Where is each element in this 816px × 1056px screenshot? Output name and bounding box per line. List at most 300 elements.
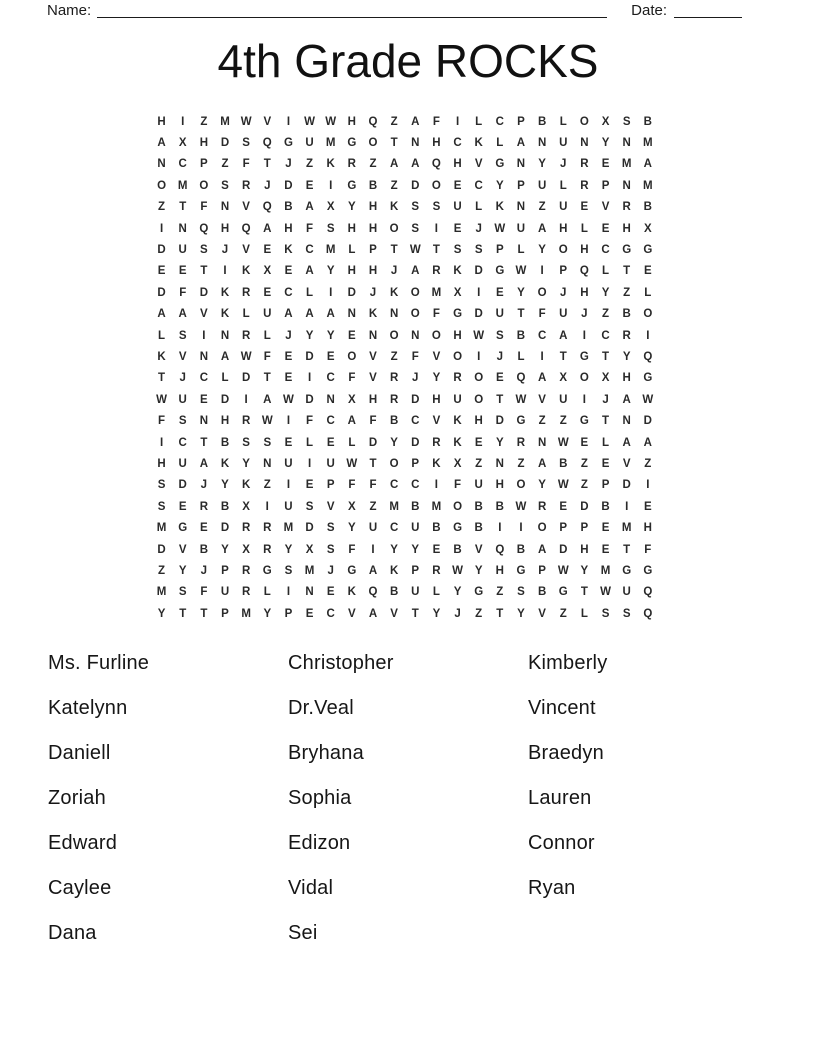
grid-letter: L xyxy=(432,586,440,599)
grid-letter: H xyxy=(220,222,230,235)
grid-letter: B xyxy=(220,436,230,449)
grid-letter: T xyxy=(200,265,208,278)
word-list-item: Bryhana xyxy=(288,742,364,764)
grid-letter: H xyxy=(495,479,504,492)
grid-letter: S xyxy=(622,607,631,620)
grid-letter: Q xyxy=(643,586,653,599)
grid-letter: T xyxy=(263,372,271,385)
grid-letter: V xyxy=(369,372,377,385)
grid-letter: L xyxy=(580,222,588,235)
grid-letter: L xyxy=(644,286,652,299)
grid-letter: Q xyxy=(516,372,526,385)
grid-letter: T xyxy=(559,350,567,363)
grid-letter: W xyxy=(409,244,421,257)
grid-letter: V xyxy=(474,158,483,171)
grid-letter: Y xyxy=(221,543,229,556)
grid-letter: E xyxy=(305,179,314,192)
grid-letter: O xyxy=(516,479,526,492)
grid-letter: H xyxy=(368,265,378,278)
grid-letter: H xyxy=(157,457,166,470)
grid-letter: T xyxy=(263,158,271,171)
grid-letter: N xyxy=(495,457,504,470)
grid-letter: B xyxy=(643,201,652,214)
grid-letter: S xyxy=(305,500,314,513)
grid-letter: W xyxy=(557,479,569,492)
grid-letter: Y xyxy=(601,137,610,150)
grid-letter: U xyxy=(516,222,526,235)
grid-letter: A xyxy=(178,308,187,321)
word-list-column xyxy=(288,641,528,956)
word-list-item: Edward xyxy=(48,832,118,854)
grid-letter: R xyxy=(241,329,251,342)
grid-letter: Z xyxy=(369,158,377,171)
grid-letter: K xyxy=(432,457,441,470)
grid-letter: P xyxy=(200,158,208,171)
grid-letter: L xyxy=(475,115,483,128)
grid-letter: D xyxy=(347,286,356,299)
grid-letter: T xyxy=(623,543,631,556)
grid-letter: B xyxy=(537,586,547,599)
grid-letter: D xyxy=(474,265,483,278)
grid-letter: R xyxy=(241,286,251,299)
grid-letter: U xyxy=(411,586,420,599)
grid-letter: V xyxy=(242,201,250,214)
grid-letter: Z xyxy=(306,158,314,171)
grid-letter: Y xyxy=(538,244,546,257)
word-list xyxy=(48,641,778,956)
grid-letter: I xyxy=(455,115,460,128)
grid-letter: A xyxy=(157,308,166,321)
grid-letter: A xyxy=(537,372,547,385)
grid-letter: Y xyxy=(517,607,525,620)
grid-letter: R xyxy=(241,586,251,599)
grid-letter: D xyxy=(622,479,631,492)
grid-letter: I xyxy=(159,436,164,449)
word-list-item: Vidal xyxy=(288,877,334,899)
grid-letter: V xyxy=(178,543,187,556)
grid-letter: O xyxy=(453,500,463,513)
word-list-item: Kimberly xyxy=(528,652,608,674)
grid-letter: B xyxy=(537,115,547,128)
grid-letter: A xyxy=(263,222,272,235)
grid-letter: E xyxy=(305,607,314,620)
grid-letter: Y xyxy=(453,586,462,599)
grid-letter: T xyxy=(432,244,440,257)
grid-letter: T xyxy=(179,201,187,214)
grid-letter: R xyxy=(432,436,441,449)
grid-letter: W xyxy=(557,436,569,449)
grid-letter: J xyxy=(454,607,461,620)
grid-letter: J xyxy=(264,179,271,192)
grid-letter: S xyxy=(495,329,504,342)
grid-letter: O xyxy=(157,179,167,192)
grid-letter: H xyxy=(220,415,230,428)
grid-letter: Y xyxy=(432,372,441,385)
grid-letter: E xyxy=(643,265,652,278)
grid-letter: V xyxy=(200,308,208,321)
grid-letter: J xyxy=(327,564,334,577)
grid-letter: M xyxy=(177,179,188,192)
grid-letter: E xyxy=(643,500,652,513)
grid-letter: V xyxy=(538,607,546,620)
grid-letter: J xyxy=(581,308,588,321)
grid-letter: U xyxy=(537,179,547,192)
grid-letter: T xyxy=(580,586,588,599)
grid-letter: Z xyxy=(580,479,588,492)
grid-letter: S xyxy=(157,500,166,513)
grid-letter: W xyxy=(642,393,654,406)
grid-letter: O xyxy=(537,286,547,299)
grid-letter: E xyxy=(432,543,441,556)
grid-letter: I xyxy=(181,115,185,128)
grid-letter: W xyxy=(282,393,294,406)
grid-letter: Q xyxy=(579,265,589,278)
grid-letter: O xyxy=(410,308,420,321)
date-label: Date: xyxy=(631,2,667,19)
grid-letter: Y xyxy=(495,436,504,449)
word-list-item: Ryan xyxy=(528,877,576,899)
grid-letter: Y xyxy=(390,436,398,449)
grid-letter: I xyxy=(159,222,164,235)
word-list-item: Daniell xyxy=(48,742,111,764)
grid-letter: D xyxy=(157,286,166,299)
grid-letter: Z xyxy=(390,350,398,363)
grid-letter: T xyxy=(390,137,398,150)
grid-letter: I xyxy=(498,522,502,535)
grid-letter: R xyxy=(263,522,272,535)
grid-letter: P xyxy=(559,265,568,278)
grid-letter: E xyxy=(178,500,187,513)
grid-letter: R xyxy=(537,500,547,513)
grid-letter: C xyxy=(411,415,420,428)
grid-letter: P xyxy=(221,564,229,577)
grid-letter: W xyxy=(557,564,569,577)
grid-letter: V xyxy=(263,115,272,128)
grid-letter: N xyxy=(305,586,314,599)
grid-letter: I xyxy=(540,265,544,278)
grid-letter: G xyxy=(453,308,463,321)
grid-letter: Z xyxy=(390,179,398,192)
grid-letter: H xyxy=(347,265,356,278)
grid-letter: H xyxy=(368,222,378,235)
grid-letter: W xyxy=(156,393,167,406)
grid-letter: G xyxy=(579,350,589,363)
grid-letter: W xyxy=(515,393,527,406)
grid-letter: L xyxy=(580,607,588,620)
grid-letter: X xyxy=(263,265,272,278)
grid-letter: M xyxy=(241,607,251,620)
grid-letter: I xyxy=(265,500,269,513)
grid-letter: Y xyxy=(221,479,229,492)
grid-letter: R xyxy=(622,329,631,342)
grid-letter: Q xyxy=(262,137,272,150)
grid-letter: N xyxy=(220,329,230,342)
grid-letter: R xyxy=(199,500,208,513)
grid-letter: I xyxy=(329,179,333,192)
grid-letter: M xyxy=(156,522,167,535)
grid-letter: M xyxy=(431,500,442,513)
grid-letter: H xyxy=(453,158,462,171)
grid-letter: F xyxy=(348,543,356,556)
grid-letter: Q xyxy=(262,201,272,214)
grid-letter: F xyxy=(200,586,208,599)
grid-letter: M xyxy=(325,137,336,150)
grid-letter: C xyxy=(326,607,335,620)
grid-letter: V xyxy=(432,415,441,428)
grid-letter: E xyxy=(495,286,504,299)
grid-letter: Q xyxy=(241,222,251,235)
grid-letter: M xyxy=(643,137,653,150)
grid-letter: F xyxy=(644,543,652,556)
grid-letter: C xyxy=(199,372,208,385)
grid-letter: G xyxy=(579,415,589,428)
grid-letter: D xyxy=(559,543,568,556)
grid-letter: C xyxy=(495,115,504,128)
grid-letter: Z xyxy=(263,479,271,492)
grid-letter: X xyxy=(242,543,250,556)
grid-letter: Y xyxy=(326,329,335,342)
grid-letter: V xyxy=(538,393,546,406)
grid-letter: S xyxy=(284,564,293,577)
grid-letter: V xyxy=(474,543,483,556)
grid-letter: Z xyxy=(158,564,166,577)
grid-letter: Y xyxy=(326,265,335,278)
grid-letter: L xyxy=(306,286,314,299)
grid-letter: L xyxy=(602,265,610,278)
word-list-column xyxy=(48,641,288,956)
grid-letter: B xyxy=(368,179,378,192)
grid-letter: X xyxy=(453,457,462,470)
grid-letter: M xyxy=(600,564,611,577)
grid-letter: I xyxy=(371,543,375,556)
grid-letter: B xyxy=(495,500,504,513)
grid-letter: I xyxy=(582,329,586,342)
grid-letter: P xyxy=(580,522,589,535)
grid-letter: H xyxy=(495,564,504,577)
grid-letter: I xyxy=(646,479,650,492)
grid-letter: H xyxy=(580,543,589,556)
grid-letter: V xyxy=(432,350,441,363)
grid-letter: A xyxy=(305,201,314,214)
word-list-item: Caylee xyxy=(48,877,112,899)
grid-letter: X xyxy=(348,500,356,513)
grid-letter: J xyxy=(560,286,567,299)
grid-letter: T xyxy=(602,415,610,428)
grid-letter: W xyxy=(515,500,527,513)
grid-letter: Y xyxy=(538,158,546,171)
grid-letter: C xyxy=(305,244,314,257)
grid-letter: Y xyxy=(284,543,293,556)
grid-letter: P xyxy=(517,115,525,128)
grid-letter: Y xyxy=(432,607,441,620)
grid-letter: Z xyxy=(158,201,166,214)
grid-letter: K xyxy=(220,308,230,321)
grid-letter: C xyxy=(601,329,610,342)
grid-letter: V xyxy=(326,500,335,513)
grid-letter: Z xyxy=(559,607,567,620)
grid-letter: F xyxy=(369,415,377,428)
grid-letter: E xyxy=(263,286,272,299)
grid-letter: A xyxy=(368,607,378,620)
grid-letter: O xyxy=(537,522,547,535)
grid-letter: M xyxy=(156,586,167,599)
page-title: 4th Grade ROCKS xyxy=(217,35,599,87)
grid-letter: D xyxy=(241,372,251,385)
grid-letter: K xyxy=(389,201,399,214)
grid-letter: I xyxy=(329,286,333,299)
grid-letter: H xyxy=(580,286,589,299)
grid-letter: J xyxy=(369,286,377,299)
grid-letter: S xyxy=(411,201,420,214)
grid-letter: A xyxy=(305,265,314,278)
grid-letter: G xyxy=(495,158,505,171)
grid-letter: A xyxy=(263,393,272,406)
grid-letter: S xyxy=(157,479,166,492)
grid-letter: Z xyxy=(559,415,567,428)
grid-letter: M xyxy=(389,500,399,513)
grid-letter: T xyxy=(390,244,398,257)
word-list-item: Dana xyxy=(48,922,97,944)
grid-letter: H xyxy=(347,115,356,128)
grid-letter: R xyxy=(453,372,462,385)
grid-letter: L xyxy=(348,436,356,449)
grid-letter: H xyxy=(580,244,589,257)
grid-letter: P xyxy=(495,244,504,257)
grid-letter: E xyxy=(200,393,208,406)
grid-letter: D xyxy=(305,522,314,535)
grid-letter: W xyxy=(515,265,527,278)
grid-letter: D xyxy=(178,479,187,492)
grid-letter: Z xyxy=(475,457,483,470)
grid-letter: C xyxy=(453,137,462,150)
grid-letter: O xyxy=(347,350,357,363)
grid-letter: G xyxy=(516,415,526,428)
grid-letter: W xyxy=(473,329,485,342)
grid-letter: S xyxy=(221,179,229,192)
grid-letter: I xyxy=(625,500,629,513)
grid-letter: L xyxy=(263,329,271,342)
word-list-item: Ms. Furline xyxy=(48,652,150,674)
grid-letter: H xyxy=(368,201,378,214)
grid-letter: T xyxy=(369,457,377,470)
grid-letter: W xyxy=(261,415,273,428)
grid-letter: J xyxy=(200,479,208,492)
grid-letter: N xyxy=(199,350,208,363)
grid-letter: C xyxy=(284,286,293,299)
grid-letter: F xyxy=(432,115,440,128)
grid-letter: K xyxy=(453,265,462,278)
grid-letter: E xyxy=(348,329,356,342)
grid-letter: X xyxy=(242,500,250,513)
grid-letter: E xyxy=(305,479,314,492)
grid-letter: L xyxy=(348,244,356,257)
grid-letter: C xyxy=(411,479,420,492)
grid-letter: L xyxy=(475,201,483,214)
grid-letter: P xyxy=(411,564,420,577)
grid-letter: X xyxy=(559,372,568,385)
grid-letter: G xyxy=(347,137,357,150)
grid-letter: H xyxy=(368,393,378,406)
grid-letter: I xyxy=(477,286,481,299)
grid-letter: T xyxy=(517,308,525,321)
grid-letter: T xyxy=(496,607,504,620)
word-list-item: Edizon xyxy=(288,832,351,854)
grid-letter: A xyxy=(284,308,293,321)
grid-letter: E xyxy=(601,222,610,235)
grid-letter: R xyxy=(241,415,251,428)
grid-letter: F xyxy=(432,308,440,321)
grid-letter: L xyxy=(559,115,567,128)
grid-letter: L xyxy=(158,329,166,342)
grid-letter: O xyxy=(579,372,589,385)
grid-letter: X xyxy=(453,286,462,299)
grid-letter: D xyxy=(157,543,166,556)
grid-letter: S xyxy=(178,415,187,428)
grid-letter: S xyxy=(263,436,272,449)
grid-letter: D xyxy=(199,286,208,299)
grid-letter: K xyxy=(474,137,483,150)
grid-letter: A xyxy=(220,350,230,363)
grid-letter: Y xyxy=(411,543,420,556)
grid-letter: E xyxy=(601,457,610,470)
grid-letter: K xyxy=(389,286,399,299)
grid-letter: B xyxy=(474,500,483,513)
grid-letter: U xyxy=(178,244,187,257)
grid-letter: Q xyxy=(199,222,209,235)
grid-letter: W xyxy=(452,564,463,577)
grid-letter: C xyxy=(389,522,399,535)
grid-letter: E xyxy=(474,436,483,449)
grid-letter: V xyxy=(178,350,187,363)
grid-letter: B xyxy=(559,457,568,470)
grid-letter: O xyxy=(558,244,568,257)
grid-letter: D xyxy=(157,244,166,257)
grid-letter: B xyxy=(516,543,526,556)
grid-letter: M xyxy=(621,158,632,171)
grid-letter: F xyxy=(369,479,377,492)
grid-letter: X xyxy=(326,201,335,214)
grid-letter: W xyxy=(240,350,252,363)
grid-letter: A xyxy=(643,158,652,171)
grid-letter: G xyxy=(643,244,653,257)
grid-letter: B xyxy=(453,543,462,556)
grid-letter: N xyxy=(622,179,631,192)
grid-letter: S xyxy=(517,586,525,599)
grid-letter: M xyxy=(431,286,442,299)
grid-letter: G xyxy=(643,564,653,577)
grid-letter: A xyxy=(368,564,378,577)
grid-letter: S xyxy=(178,586,187,599)
grid-letter: G xyxy=(495,265,505,278)
grid-letter: V xyxy=(390,607,398,620)
grid-letter: D xyxy=(495,415,504,428)
grid-letter: T xyxy=(496,393,504,406)
grid-letter: D xyxy=(580,500,589,513)
grid-letter: N xyxy=(516,158,526,171)
grid-letter: H xyxy=(474,415,483,428)
grid-letter: K xyxy=(241,265,251,278)
word-list-item: Connor xyxy=(528,832,595,854)
grid-letter: R xyxy=(389,372,399,385)
grid-letter: E xyxy=(284,372,293,385)
grid-letter: O xyxy=(368,137,378,150)
grid-letter: S xyxy=(200,244,208,257)
grid-letter: H xyxy=(199,137,208,150)
grid-letter: N xyxy=(178,222,187,235)
grid-letter: K xyxy=(326,158,335,171)
grid-letter: A xyxy=(537,457,547,470)
grid-letter: D xyxy=(305,350,314,363)
